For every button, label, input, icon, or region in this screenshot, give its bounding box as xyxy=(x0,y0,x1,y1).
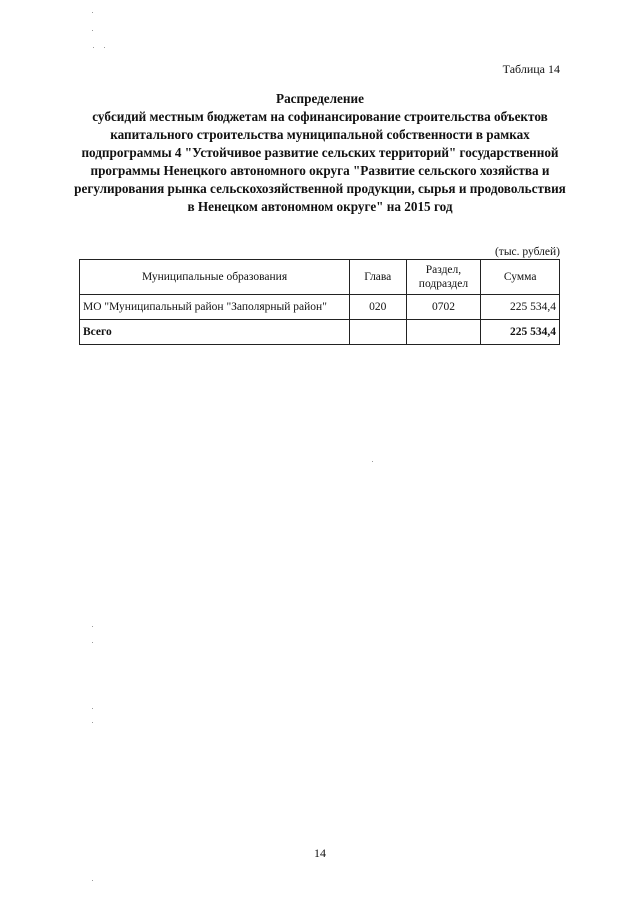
row-glava: 020 xyxy=(350,295,406,320)
total-row xyxy=(80,320,560,345)
total-razdel-empty xyxy=(406,320,481,345)
heading-body: субсидий местным бюджетам на софинансирование строительства объектов капитального строительства муниципальной собственности в рамках подпрограммы 4 "Устойчивое развитие сельских территорий" государственной программы Ненецкого автономного округа "Развитие сельского хозяйства и регулирования рынка сельскохозяйственной продукции, сырья и продовольствия в Ненецком автономном округе" на 2015 год xyxy=(74,109,566,214)
total-sum: 225 534,4 xyxy=(481,320,560,345)
header-razdel-line2: подраздел xyxy=(418,278,469,290)
units-label: (тыс. рублей) xyxy=(494,246,560,258)
header-razdel-line1: Раздел, xyxy=(425,264,462,276)
header-municipalities: Муниципальные образования xyxy=(80,260,350,295)
row-razdel: 0702 xyxy=(406,295,481,320)
row-name: МО "Муниципальный район "Заполярный район" xyxy=(80,295,350,320)
header-sum: Сумма xyxy=(481,260,560,295)
scan-artifact xyxy=(104,47,105,48)
total-glava-empty xyxy=(350,320,406,345)
document-heading xyxy=(70,90,570,216)
header-glava: Глава xyxy=(350,260,406,295)
header-razdel xyxy=(406,260,481,295)
scan-artifact xyxy=(92,642,93,643)
total-label: Всего xyxy=(80,320,350,345)
page-number: 14 xyxy=(314,846,326,860)
table-header-row xyxy=(80,260,560,295)
scan-artifact xyxy=(92,30,93,31)
heading-title: Распределение xyxy=(276,91,364,106)
scan-artifact xyxy=(92,880,93,881)
row-sum: 225 534,4 xyxy=(481,295,560,320)
scan-artifact xyxy=(93,47,94,48)
distribution-table xyxy=(79,259,560,345)
scan-artifact xyxy=(92,722,93,723)
scan-artifact xyxy=(92,708,93,709)
scan-artifact xyxy=(92,626,93,627)
table-row xyxy=(80,295,560,320)
table-number: Таблица 14 xyxy=(502,62,560,76)
scan-artifact xyxy=(92,12,93,13)
scan-artifact xyxy=(372,461,373,462)
